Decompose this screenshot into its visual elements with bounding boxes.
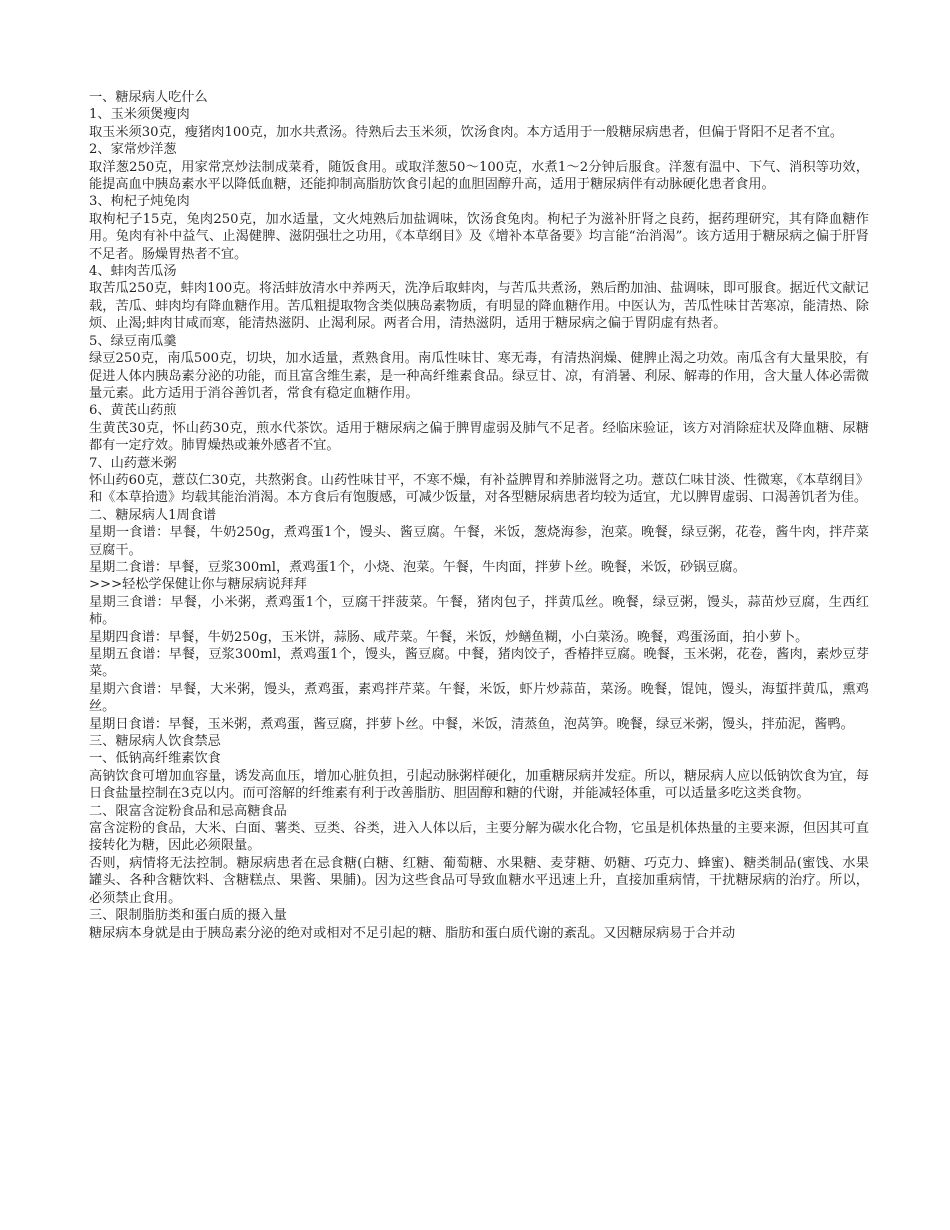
- menu-thursday: 星期四食谱：早餐，牛奶250g，玉米饼，蒜肠、咸芹菜。午餐，米饭，炒鳝鱼糊，小白菜汤。晚餐，鸡蛋汤面，拍小萝卜。: [89, 629, 809, 645]
- document-page: [89, 89, 869, 942]
- menu-saturday: 星期六食谱：早餐，大米粥，馒头，煮鸡蛋，素鸡拌芹菜。午餐，米饭，虾片炒蒜苗，菜汤。晚餐，馄饨，馒头，海蜇拌黄瓜，熏鸡丝。: [89, 681, 869, 715]
- taboo-title-3: 三、限制脂肪类和蛋白质的摄入量: [89, 908, 287, 924]
- recipe-title-4: 4、蚌肉苦瓜汤: [89, 264, 177, 280]
- taboo-text-3: 糖尿病本身就是由于胰岛素分泌的绝对或相对不足引起的糖、脂肪和蛋白质代谢的紊乱。又因糖尿病易于合并动: [89, 925, 736, 941]
- recipe-title-6: 6、黄芪山药煎: [89, 403, 177, 419]
- section-heading-3: 三、糖尿病人饮食禁忌: [89, 734, 221, 750]
- recipe-title-7: 7、山药薏米粥: [89, 455, 177, 471]
- menu-monday: 星期一食谱：早餐，牛奶250g，煮鸡蛋1个，馒头、酱豆腐。午餐，米饭，葱烧海参，泡菜。晚餐，绿豆粥，花卷，酱牛肉，拌芹菜豆腐干。: [89, 525, 869, 558]
- section-heading-1: 一、糖尿病人吃什么: [89, 90, 208, 105]
- taboo-text-1: 高钠饮食可增加血容量，诱发高血压，增加心脏负担，引起动脉粥样硬化，加重糖尿病并发症。所以，糖尿病人应以低钠饮食为宜，每日食盐量控制在3克以内。而可溶解的纤维素有利于改善脂肪、胆固醇和糖的代谢，并能减轻体重，可以适量多吃这类食物。: [89, 768, 869, 802]
- taboo-text-2a: 富含淀粉的食品，大米、白面、薯类、豆类、谷类，进入人体以后，主要分解为碳水化合物，它虽是机体热量的主要来源，但因其可直接转化为糖，因此必须限量。: [89, 821, 869, 854]
- section-heading-2: 二、糖尿病人1周食谱: [89, 507, 217, 523]
- taboo-title-1: 一、低钠高纤维素饮食: [89, 751, 221, 767]
- menu-sunday: 星期日食谱：早餐，玉米粥，煮鸡蛋，酱豆腐，拌萝卜丝。中餐，米饭，清蒸鱼，泡莴笋。晚餐，绿豆米粥，馒头，拌茄泥，酱鸭。: [89, 716, 854, 732]
- recipe-title-5: 5、绿豆南瓜羹: [89, 333, 177, 349]
- recipe-text-5: 绿豆250克，南瓜500克，切块，加水适量，煮熟食用。南瓜性味甘、寒无毒，有清热润燥、健脾止渴之功效。南瓜含有大量果胶，有促进人体内胰岛素分泌的功能，而且富含维生素，是一种高纤维素食品。绿豆甘、凉，有消暑、利尿、解毒的作用，含大量人体必需微量元素。此方适用于消谷善饥者，常食有稳定血糖作用。: [89, 351, 869, 401]
- menu-tuesday: 星期二食谱：早餐，豆浆300ml，煮鸡蛋1个，小烧、泡菜。午餐，牛肉面，拌萝卜丝。晚餐，米饭，砂锅豆腐。: [89, 559, 746, 575]
- taboo-text-2b: 否则，病情将无法控制。糖尿病患者在忌食糖(白糖、红糖、葡萄糖、水果糖、麦芽糖、奶糖、巧克力、蜂蜜)、糖类制品(蜜饯、水果罐头、各种含糖饮料、含糖糕点、果酱、果脯)。因为这些食品可导致血糖水平迅速上升，直接加重病情，干扰糖尿病的治疗。所以，必须禁止食用。: [89, 855, 869, 906]
- recipe-title-1: 1、玉米须煲瘦肉: [89, 107, 190, 123]
- recipe-title-2: 2、家常炒洋葱: [89, 142, 177, 158]
- recipe-text-4: 取苦瓜250克，蚌肉100克。将活蚌放清水中养两天，洗净后取蚌肉，与苦瓜共煮汤，熟后酌加油、盐调味，即可服食。据近代文献记载，苦瓜、蚌肉均有降血糖作用。苦瓜粗提取物含类似胰岛素物质，有明显的降血糖作用。中医认为，苦瓜性味甘苦寒凉，能清热、除烦、止渴;蚌肉甘咸而寒，能清热滋阴、止渴利尿。两者合用，清热滋阴，适用于糖尿病之偏于胃阴虚有热者。: [89, 281, 869, 332]
- recipe-text-1: 取玉米须30克，瘦猪肉100克，加水共煮汤。待熟后去玉米须，饮汤食肉。本方适用于一般糖尿病患者，但偏于肾阳不足者不宜。: [89, 124, 844, 140]
- promo-link: >>>轻松学保健让你与糖尿病说拜拜: [89, 577, 307, 593]
- menu-friday: 星期五食谱：早餐，豆浆300ml，煮鸡蛋1个，馒头，酱豆腐。中餐，猪肉饺子，香椿拌豆腐。晚餐，玉米粥，花卷，酱肉，素炒豆芽菜。: [89, 647, 869, 680]
- recipe-text-6: 生黄芪30克，怀山药30克，煎水代茶饮。适用于糖尿病之偏于脾胃虚弱及肺气不足者。经临床验证，该方对消除症状及降血糖、尿糖都有一定疗效。肺胃燥热或兼外感者不宜。: [89, 420, 869, 454]
- recipe-text-3: 取枸杞子15克，兔肉250克，加水适量，文火炖熟后加盐调味，饮汤食兔肉。枸杞子为滋补肝肾之良药，据药理研究，其有降血糖作用。兔肉有补中益气、止渴健脾、滋阴强壮之功用，《本草纲目》及《增补本草备要》均言能“治消渴”。该方适用于糖尿病之偏于肝肾不足者。肠燥胃热者不宜。: [89, 211, 869, 262]
- recipe-text-2: 取洋葱250克，用家常烹炒法制成菜肴，随饭食用。或取洋葱50～100克，水煮1～2分钟后服食。洋葱有温中、下气、消积等功效，能提高血中胰岛素水平以降低血糖，还能抑制高脂肪饮食引起的血胆固醇升高，适用于糖尿病伴有动脉硬化患者食用。: [89, 159, 869, 193]
- menu-wednesday: 星期三食谱：早餐，小米粥，煮鸡蛋1个，豆腐干拌菠菜。午餐，猪肉包子，拌黄瓜丝。晚餐，绿豆粥，馒头，蒜苗炒豆腐，生西红柿。: [89, 594, 869, 628]
- taboo-title-2: 二、限富含淀粉食品和忌高糖食品: [89, 803, 287, 819]
- recipe-text-7: 怀山药60克，薏苡仁30克，共熬粥食。山药性味甘平，不寒不燥，有补益脾胃和养肺滋肾之功。薏苡仁味甘淡、性微寒，《本草纲目》和《本草拾遗》均载其能治消渴。本方食后有饱腹感，可减少饭量，对各型糖尿病患者均较为适宜，尤以脾胃虚弱、口渴善饥者为佳。: [89, 472, 869, 506]
- recipe-title-3: 3、枸杞子炖兔肉: [89, 194, 190, 210]
